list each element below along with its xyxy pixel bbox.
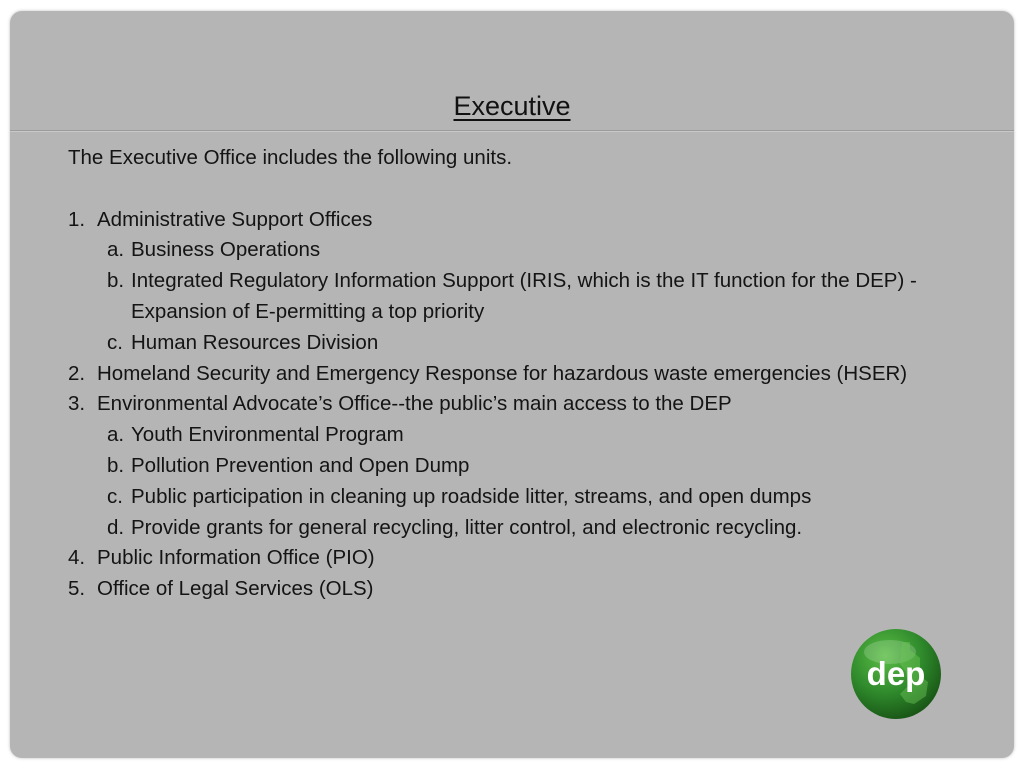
sub-list-item-text: Human Resources Division [131,330,379,354]
sub-list-item [107,235,968,266]
title-divider [10,130,1014,132]
sub-list-letter: a. [107,238,125,262]
page-title: Executive [453,91,571,121]
sub-list-letter: a. [107,423,125,447]
sub-list-item [107,451,968,482]
sub-list-item [107,328,968,359]
sub-list-letter: c. [107,330,123,354]
list-item-text: Homeland Security and Emergency Response for hazardous waste emergencies (HSER) [97,361,908,385]
sub-list-item-text: Business Operations [131,238,321,262]
sub-list-item-text: Pollution Prevention and Open Dump [131,453,470,477]
sub-list-letter: c. [107,484,123,508]
list-item-text: Administrative Support Offices [97,207,373,231]
list-number: 2. [68,361,86,385]
sub-list-item-text: Integrated Regulatory Information Support (IRIS, which is the IT function for the DEP) - Expansion of E-permitting a top priority [131,269,917,323]
slide-body [68,143,968,605]
sub-list-item [107,266,968,328]
sub-list-letter: b. [107,453,125,477]
sub-list-item-text: Public participation in cleaning up roadside litter, streams, and open dumps [131,484,812,508]
sub-list-item [107,482,968,513]
sub-list-letter: d. [107,515,125,539]
logo-text: dep [866,655,926,692]
intro-text: The Executive Office includes the following units. [68,146,513,169]
list-number: 3. [68,392,86,416]
sub-list-item [107,420,968,451]
slide [10,11,1014,758]
sub-list-letter: b. [107,269,125,293]
list-item [68,574,968,605]
list-number: 4. [68,546,86,570]
list-item-text: Office of Legal Services (OLS) [97,577,374,601]
list-item [68,205,968,359]
list-item [68,389,968,543]
list-item [68,359,968,390]
list-number: 5. [68,577,86,601]
list-item-text: Public Information Office (PIO) [97,546,375,570]
unit-list [68,205,968,605]
dep-logo-icon [850,628,942,720]
list-number: 1. [68,207,86,231]
sub-list [68,420,968,543]
list-item [68,543,968,574]
sub-list-item [107,513,968,544]
sub-list-item-text: Youth Environmental Program [131,423,404,447]
sub-list [68,235,968,358]
sub-list-item-text: Provide grants for general recycling, litter control, and electronic recycling. [131,515,803,539]
list-item-text: Environmental Advocate’s Office--the public’s main access to the DEP [97,392,732,416]
